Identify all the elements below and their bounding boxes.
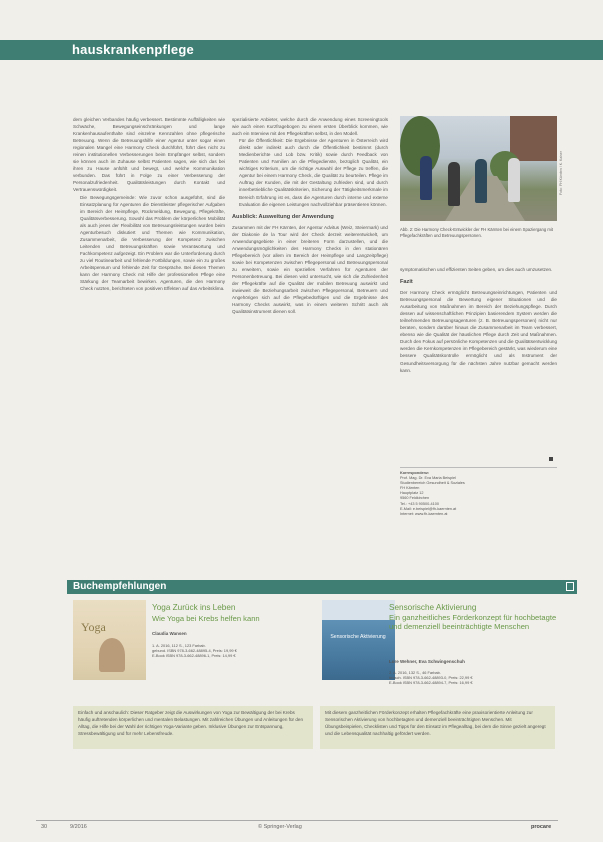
bullet-list [73,194,225,293]
subheading-conclusion: Fazit [400,279,413,286]
book2-data-line: brosch. ISBN 978-3-662-48893-0, Preis: 22,99 € [389,675,473,681]
correspondence-box [400,467,557,516]
book2-data-line: E-Book ISBN 978-3-662-48894-7, Preis: 16,99 € [389,680,473,686]
book2-data [389,670,472,686]
end-of-article-mark [549,457,553,461]
issue-number: 9/2016 [70,824,87,830]
page-number: 30 [41,824,48,830]
book2-author: Lore Wehner, Eva Schwingenschuh [389,659,465,664]
book1-subtitle: Wie Yoga bei Krebs helfen kann [152,614,260,623]
book2-description: Mit diesem ganzheitlichen Förderkonzept erhalten Pflegefachkräfte eine praxisorientierte Anleitung zur Sensorischen Aktivierung von hochbetagten und demenziell beeinträchtigten Menschen. Mit Übungsbeispielen, Checklisten und Tipps für den Einsatz im Pflegealltag, bei dem die Sinne gezielt angeregt und die Lebensqualität nachhaltig gefördert werden. [320,706,555,749]
paragraph: dem gleichen Verbandes häufig verbessert. Bestimmte Auffälligkeiten wie Schwäche, Bewegungseinschränkungen und lange Krankenhausaufenthalte sind einzelne Kennzahlen ohne pflegerische Betreuung. Wenn die Betreuungshilfe einer Agentur unter sogar einen regionalen Mangel eine Harmony Check durchführt, führt dies nicht zu reinen institutionellen Verbesserungen beim Empfänger selbst, sondern sie können auch im Zuhause selbst Patienten sagen, wie sich das bei ihren zu Hause anfühlt und bewegt, und welche Kommunikation verbunden. Das führt in Folge zu einer Verbesserung der Personalzufriedenheit. Qualitätsleistungen durch Kontakt und Vertrauenswürdigkeit. [73,117,225,193]
book2-subtitle: Ein ganzheitliches Förderkonzept für hochbetagte und demenziell beeinträchtigte Menschen [389,613,557,631]
section-title: hauskrankenpflege [72,42,194,57]
book1-data [152,643,237,659]
contact-line: Internet: www.fh-kaernten.at [400,511,448,516]
book-icon [566,582,574,591]
book-cover-sensory [322,600,395,680]
publisher: © Springer-Verlag [258,824,302,830]
contact-line: E-Mail: e.beispiel@fh-kaernten.at [400,506,457,511]
paragraph: symptomatischen und effizienten Seiten geben, um dies auch umzusetzen. [400,267,553,272]
article-column-1 [73,116,225,420]
photo-credit: Foto: FH Kärnten / K. Kaiser [559,151,563,195]
book-cover-yoga [73,600,146,680]
contact-line: 9560 Feldkirchen [400,496,430,501]
contact-line: Studienbereich Gesundheit & Soziales [400,481,465,486]
book1-data-line: 1. A. 2016, 112 S., 123 Farbab. [152,643,206,648]
contact-line: Tel.: +43 5 90500-4100 [400,501,439,506]
book1-title: Yoga Zurück ins Leben [152,603,236,612]
book-recommendations-header [67,580,577,594]
magazine-brand: procare [531,824,552,830]
cover-title: Sensorische Aktivierung [330,634,386,640]
article-column-2 [232,116,388,420]
section-header-bar [0,40,603,60]
bullet-item: • Die Bewegungsgemeinde: Wie zuvor schon ausgeführt, sind die Einsatzplanung für Agenturen die Dienstleister pflegerischer Aufgaben im Bereich der Heimpflege, Rückmeldung, Bewegung, Pflegekräfte, Qualitätsverbesserung. Sowohl das Problem der körperlichen Mobilität als auch jenes der Flexibilität von Betreuungsleistungen wurden beim Agenturbesuch diskutiert und Themen wie Kommunikation, Zusammenarbeit, die Verbesserung der Kompetenz zwischen Leitenden und Betreuungskräften sowie Verantwortung und Fachkompetenz aufgezeigt. Ein Problem war die Unterforderung durch zu viel Routinearbeit und fehlende Fortbildungen, sowie ein zu großes Arbeitspensum und fehlende Zeit für Gespräche. Bei diesen Themen kann der Harmony Check mit Hilfe der professionellen Pflege eine Stärkung der Teamarbeit bewirken. Agenturen, die den Harmony Check nutzten, berichteten von positiven Effekten auf das Arbeitsklima. [80,194,225,293]
book2-title: Sensorische Aktivierung [389,603,477,612]
article-column-3 [400,266,557,464]
correspondence-label: Korrespondenz: [400,471,430,475]
paragraph: spezialisierte Anbieter, welche durch die Anwendung eines Screeningtools wie auch einen Kurzfragebogen zu einem ersten Überblick kommen, wie auch ein Interview mit den Pflegekräften selbst, in den Modell. [232,117,388,137]
book1-description: Einfach und anschaulich: Dieser Ratgeber zeigt die Auswirkungen von Yoga zur Bewältigung der bei Krebs häufig auftretenden körperlichen und mentalen Belastungen. Mit zahlreichen Übungen und Anleitungen für den Alltag, die Hilfe bei der Wahl der richtigen Yoga-Variante geben. Inklusive Übungen zur Entspannung, Stressbewältigung und für mehr Lebensfreude. [73,706,313,749]
bullet-list [232,137,388,207]
book1-data-line: E-Book ISBN 978-3-662-48896-1, Preis: 14,99 € [152,653,236,659]
cover-title: Yoga [81,620,106,634]
article-photo [400,116,557,221]
book1-data-line: gebund. ISBN 978-3-662-48895-4, Preis: 19,99 € [152,648,237,654]
contact-line: Hauptplatz 12 [400,491,424,496]
contact-line: Prof. Mag. Dr. Eva Maria Beispiel [400,476,456,481]
book2-data-line: 2. A. 2016, 132 S., 46 Farbab. [389,670,441,675]
photo-caption: Abb. 2: Die Harmony Check-Entwickler der FH Kärnten bei einem Spaziergang mit Pflegefachkräften und Betreuungspersonen. [400,227,553,238]
paragraph: Zusammen mit der FH Kärnten, der Agentur Advitus (Weiz, Steiermark) und der Diakonie de la Tour wird der Check derzeit weiterentwickelt, um Anwendungsgebiete in einer breiteren Form darzustellen, und die Anwendungsmöglichkeiten des Harmony Checks in den stationären Pflegebereich (vor allem im Bereich der Heimpflege und Langzeitpflege) sowie bei Kompetenzen zwischen Pflegepersonal und Betreuungspersonal zu erweitern, sowie ein spezielles Verfahren für Agenturen der Personenbetreuung. Bei diesen wird untersucht, wie sich die Zufriedenheit der Pflegekräfte auf die Qualität der mobilen Betreuung auswirkt und inwieweit die Beziehungsarbeit zwischen Pflegepersonal, Betreuern und Angehörigen sich auf die Pflegebedürftigen und die Ergebnisse des Harmony Checks auswirkt, was in einem weiteren Schritt auch als Qualitätsinstrument dienen soll. [232,224,388,315]
subheading-outlook: Ausblick: Ausweitung der Anwendung [232,213,334,220]
book-recommendations-title: Buchempfehlungen [73,581,167,592]
bullet-item: • Für die Öffentlichkeit: Die Ergebnisse der Agenturen in Österreich wird direkt oder indirekt auch durch die Öffentlichkeit bestimmt (durch Medienberichte und Lob bzw. Kritik) sowie durch Feedback von Patienten und Familien an die Pflegedienste, bezüglich Qualität, ein wichtiges Kriterium, um die richtige Auswahl der Pflege zu treffen, die Agentur bei einem Harmony Check, die Qualität zu beurteilen. Pflege im Auftrag der Kunden, die mit der Gestaltung zufrieden sind, und durch innerbetriebliche Qualitätskriterien, Sicherung der Tätigkeitsmerkmale im Bereich Erfahrung ist es, dass die Agenturen durch interne und externe Evaluation die eigenen Leistungen nachvollziehbar präsentieren können. [239,137,388,207]
contact-line: FH Kärnten [400,486,420,491]
book1-author: Claudia Wansen [152,631,187,636]
footer-rule [36,820,558,821]
paragraph: Der Harmony Check ermöglicht Betreuungseinrichtungen, Patienten und Betreuungspersonal die Bewertung eigener Situationen und die Ausarbeitung von Maßnahmen im Bereich der Beziehungspflege. Durch dessen auf wissenschaftlichen Prinzipien basierendem System werden die teilnehmenden Betreuungsagenturen (z. B. Betreuungspersonen) nicht nur beraten, sondern darüber hinaus die Zusammenarbeit im Team verbessert, ebenso wie die Qualität der häuslichen Pflege durch Zeit und Maßnahmen. Durch den Fokus auf persönliche Kompetenzen und die Qualitätsentwicklung werden die Kernkompetenzen im Pflegebereich gestärkt, was wiederum eine bessere Qualitätskontrolle ermöglicht und als Instrument der Gesundheitsversorgung für die nächsten Jahre nutzbar gemacht werden kann. [400,290,557,373]
